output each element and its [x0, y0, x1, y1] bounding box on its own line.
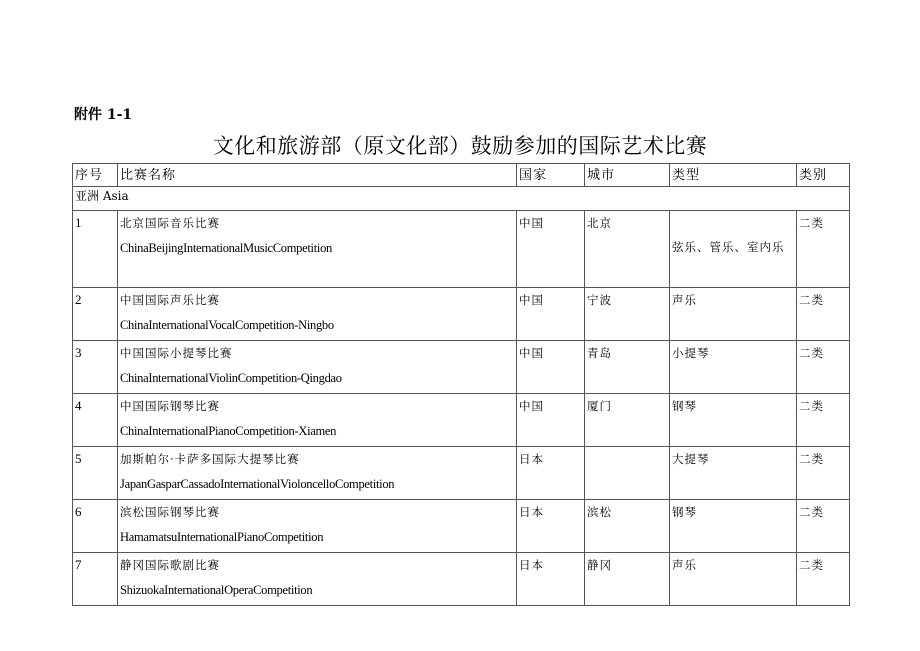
header-country: 国家 — [517, 164, 585, 187]
row-seq: 7 — [73, 553, 118, 606]
row-name-cn: 加斯帕尔·卡萨多国际大提琴比赛 — [120, 452, 300, 466]
row-country: 中国 — [517, 288, 585, 341]
row-name — [118, 211, 517, 288]
section-label: 亚洲 Asia — [73, 187, 850, 211]
header-city: 城市 — [585, 164, 670, 187]
table-row — [73, 211, 850, 288]
row-name-en: JapanGasparCassadoInternationalVioloncelloCompetition — [120, 477, 395, 491]
row-category: 二类 — [797, 211, 850, 288]
section-row-asia — [73, 187, 850, 211]
row-seq: 3 — [73, 341, 118, 394]
row-seq: 6 — [73, 500, 118, 553]
page-title: 文化和旅游部（原文化部）鼓励参加的国际艺术比赛 — [212, 134, 708, 158]
row-city: 青岛 — [585, 341, 670, 394]
row-type: 声乐 — [670, 553, 797, 606]
row-country: 中国 — [517, 394, 585, 447]
row-category: 二类 — [797, 500, 850, 553]
row-name — [118, 341, 517, 394]
row-country: 日本 — [517, 553, 585, 606]
row-city — [585, 447, 670, 500]
row-category: 二类 — [797, 288, 850, 341]
row-category: 二类 — [797, 553, 850, 606]
header-type: 类型 — [670, 164, 797, 187]
row-type: 大提琴 — [670, 447, 797, 500]
row-name — [118, 394, 517, 447]
row-name — [118, 447, 517, 500]
table-row — [73, 500, 850, 553]
row-type: 小提琴 — [670, 341, 797, 394]
header-category: 类别 — [797, 164, 850, 187]
row-name-cn: 中国国际钢琴比赛 — [120, 399, 220, 413]
row-type: 钢琴 — [670, 500, 797, 553]
row-name-en: ChinaBeijingInternationalMusicCompetition — [120, 241, 332, 255]
row-name-cn: 中国国际小提琴比赛 — [120, 346, 233, 360]
table-row — [73, 288, 850, 341]
row-country: 中国 — [517, 211, 585, 288]
row-name — [118, 500, 517, 553]
table-row — [73, 394, 850, 447]
row-name-en: ChinaInternationalViolinCompetition-Qingdao — [120, 371, 342, 385]
row-seq: 4 — [73, 394, 118, 447]
table-row — [73, 553, 850, 606]
row-country: 日本 — [517, 447, 585, 500]
row-country: 日本 — [517, 500, 585, 553]
row-name-en: ChinaInternationalVocalCompetition-Ningbo — [120, 318, 334, 332]
row-city: 北京 — [585, 211, 670, 288]
row-type: 钢琴 — [670, 394, 797, 447]
header-seq: 序号 — [73, 164, 118, 187]
row-type: 声乐 — [670, 288, 797, 341]
table-row — [73, 341, 850, 394]
row-category: 二类 — [797, 447, 850, 500]
competition-table — [72, 163, 850, 606]
row-country: 中国 — [517, 341, 585, 394]
row-city: 宁波 — [585, 288, 670, 341]
row-seq: 1 — [73, 211, 118, 288]
attachment-label: 附件 1-1 — [74, 107, 133, 123]
row-seq: 5 — [73, 447, 118, 500]
table-header-row — [73, 164, 850, 187]
row-city: 滨松 — [585, 500, 670, 553]
row-name-cn: 中国国际声乐比赛 — [120, 293, 220, 307]
row-name-cn: 静冈国际歌剧比赛 — [120, 558, 220, 572]
row-type: 弦乐、管乐、室内乐 — [670, 211, 797, 288]
row-name — [118, 288, 517, 341]
row-name-cn: 滨松国际钢琴比赛 — [120, 505, 220, 519]
row-seq: 2 — [73, 288, 118, 341]
table-row — [73, 447, 850, 500]
row-name-en: ShizuokaInternationalOperaCompetition — [120, 583, 313, 597]
row-city: 厦门 — [585, 394, 670, 447]
row-name-cn: 北京国际音乐比赛 — [120, 216, 220, 230]
row-city: 静冈 — [585, 553, 670, 606]
row-category: 二类 — [797, 341, 850, 394]
row-category: 二类 — [797, 394, 850, 447]
row-name-en: ChinaInternationalPianoCompetition-Xiamen — [120, 424, 337, 438]
row-name-en: HamamatsuInternationalPianoCompetition — [120, 530, 324, 544]
row-name — [118, 553, 517, 606]
header-name: 比赛名称 — [118, 164, 517, 187]
